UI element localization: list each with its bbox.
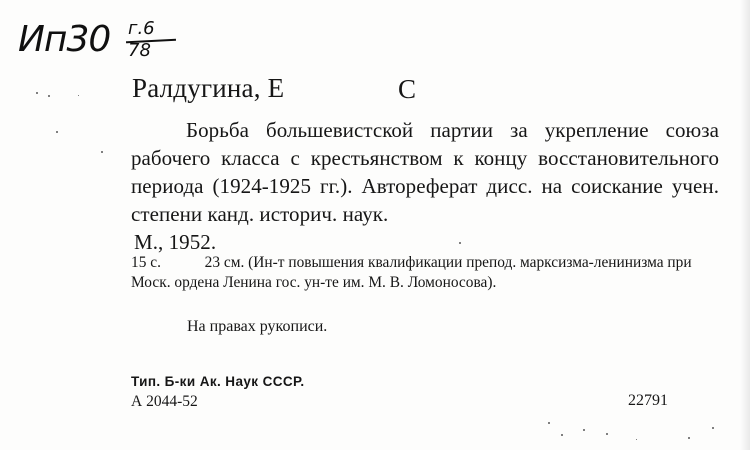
imprint: М., 1952. xyxy=(134,230,217,254)
scan-speck xyxy=(606,433,608,435)
institution: (Ин-т повышения квалификации препод. марксизма-ленинизма при Моск. ордена Ленина гос. ун-те им. М. В. Ломоносова). xyxy=(131,254,692,291)
shelfmark-top: г.6 xyxy=(128,18,155,39)
printer: Тип. Б-ки Ак. Наук СССР. xyxy=(131,374,305,389)
scan-speck xyxy=(636,439,637,440)
author-name: Ралдугина, Е xyxy=(132,73,285,103)
order-number: А 2044-52 xyxy=(131,393,198,410)
scan-speck xyxy=(48,95,50,97)
scan-speck xyxy=(56,131,58,133)
shelfmark-main: Ип30 xyxy=(18,19,111,60)
scan-speck xyxy=(688,437,690,439)
scan-speck xyxy=(583,429,585,431)
scan-speck xyxy=(78,95,79,96)
card-number: 22791 xyxy=(628,392,668,409)
print-info xyxy=(131,372,305,412)
scan-speck xyxy=(548,422,550,424)
scan-speck xyxy=(101,151,103,153)
scan-speck xyxy=(561,434,563,436)
description-block xyxy=(131,116,719,256)
collation-block xyxy=(131,253,721,293)
pages-count: 15 с. xyxy=(131,254,161,271)
scan-speck xyxy=(36,92,38,94)
manuscript-note: На правах рукописи. xyxy=(187,318,328,335)
size: 23 см. xyxy=(204,254,245,271)
work-title: Борьба большевистской партии за укрепление союза рабочего класса с крестьянством к концу восстановительного периода (1924-1925 гг.). Автореферат дисс. на соискание учен. степени канд. историч. наук. xyxy=(131,118,719,226)
shelfmark xyxy=(18,18,178,68)
scan-speck xyxy=(712,427,714,429)
scan-speck xyxy=(459,242,461,244)
author-initial: С xyxy=(398,74,417,104)
shelfmark-bottom: 78 xyxy=(128,40,151,61)
